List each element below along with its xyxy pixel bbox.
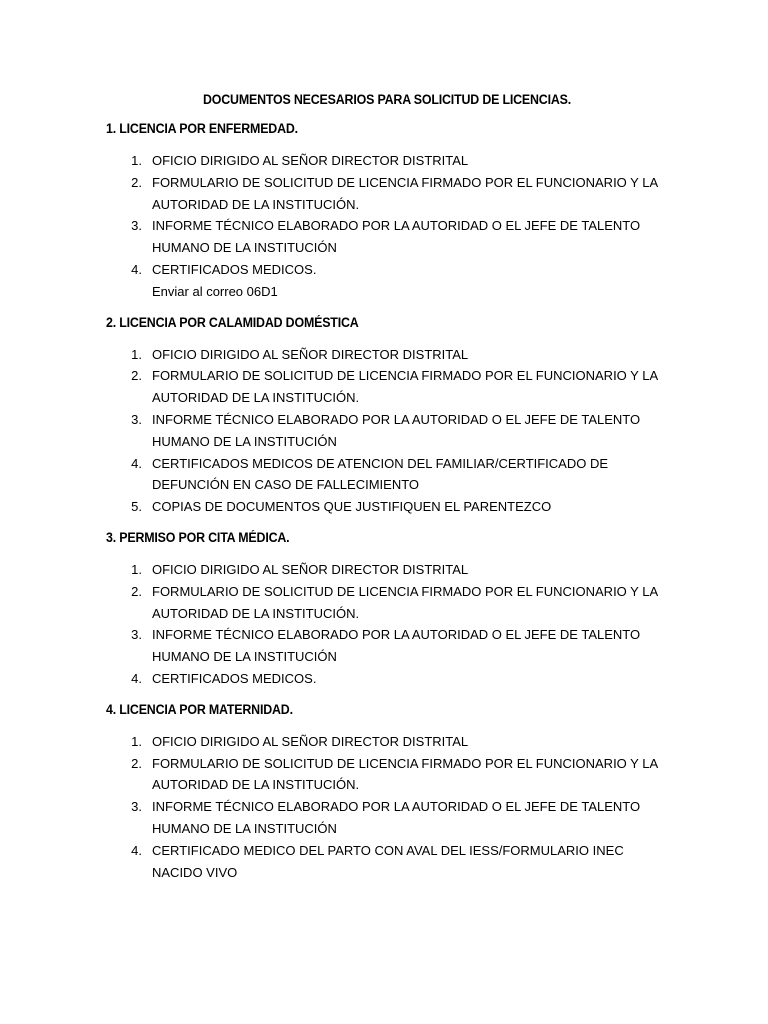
list-item bbox=[106, 150, 668, 172]
section-heading: 2. LICENCIA POR CALAMIDAD DOMÉSTICA bbox=[106, 314, 359, 330]
list-item bbox=[106, 796, 668, 840]
list-item-text: OFICIO DIRIGIDO AL SEÑOR DIRECTOR DISTRITAL bbox=[152, 561, 469, 577]
list-item bbox=[106, 172, 668, 216]
list-item bbox=[106, 215, 668, 259]
list-item-text: OFICIO DIRIGIDO AL SEÑOR DIRECTOR DISTRITAL bbox=[152, 346, 469, 362]
requirement-list bbox=[106, 559, 668, 690]
list-item-text: CERTIFICADOS MEDICOS. bbox=[152, 670, 317, 686]
list-item bbox=[106, 559, 668, 581]
document-title: DOCUMENTOS NECESARIOS PARA SOLICITUD DE LICENCIAS. bbox=[202, 92, 572, 107]
list-item-number: 1. bbox=[131, 733, 142, 749]
list-item-number: 2. bbox=[131, 368, 142, 384]
list-item-number: 2. bbox=[131, 755, 142, 771]
list-item-number: 3. bbox=[131, 627, 142, 643]
list-item bbox=[106, 259, 668, 281]
list-item-number: 5. bbox=[131, 499, 142, 515]
list-item-number: 3. bbox=[131, 218, 142, 234]
list-item bbox=[106, 624, 668, 668]
list-item-text: FORMULARIO DE SOLICITUD DE LICENCIA FIRMADO POR EL FUNCIONARIO Y LA AUTORIDAD DE LA INSTITUCIÓN. bbox=[152, 583, 658, 621]
sections-container bbox=[106, 121, 668, 883]
section-heading: 4. LICENCIA POR MATERNIDAD. bbox=[106, 701, 293, 717]
list-item-text: FORMULARIO DE SOLICITUD DE LICENCIA FIRMADO POR EL FUNCIONARIO Y LA AUTORIDAD DE LA INSTITUCIÓN. bbox=[152, 174, 658, 212]
list-item bbox=[106, 840, 668, 884]
list-item-text: OFICIO DIRIGIDO AL SEÑOR DIRECTOR DISTRITAL bbox=[152, 733, 469, 749]
section-note: Enviar al correo 06D1 bbox=[152, 283, 278, 299]
list-item-number: 3. bbox=[131, 411, 142, 427]
list-item bbox=[106, 496, 668, 518]
list-item-text: OFICIO DIRIGIDO AL SEÑOR DIRECTOR DISTRITAL bbox=[152, 153, 469, 168]
list-item-text: INFORME TÉCNICO ELABORADO POR LA AUTORIDAD O EL JEFE DE TALENTO HUMANO DE LA INSTITUCIÓN bbox=[152, 799, 641, 836]
requirement-list bbox=[106, 731, 668, 884]
list-item-number: 1. bbox=[131, 346, 142, 362]
list-item-text: INFORME TÉCNICO ELABORADO POR LA AUTORIDAD O EL JEFE DE TALENTO HUMANO DE LA INSTITUCIÓN bbox=[152, 218, 641, 256]
section-heading: 1. LICENCIA POR ENFERMEDAD. bbox=[106, 121, 298, 136]
list-item bbox=[106, 753, 668, 797]
list-item bbox=[106, 581, 668, 625]
list-item-text: FORMULARIO DE SOLICITUD DE LICENCIA FIRMADO POR EL FUNCIONARIO Y LA AUTORIDAD DE LA INSTITUCIÓN. bbox=[152, 368, 658, 406]
list-item bbox=[106, 731, 668, 753]
list-item-text: FORMULARIO DE SOLICITUD DE LICENCIA FIRMADO POR EL FUNCIONARIO Y LA AUTORIDAD DE LA INSTITUCIÓN. bbox=[152, 755, 658, 793]
list-item-number: 4. bbox=[131, 261, 142, 277]
requirement-list bbox=[106, 344, 668, 518]
list-item-text: COPIAS DE DOCUMENTOS QUE JUSTIFIQUEN EL PARENTEZCO bbox=[152, 499, 552, 515]
list-item-number: 4. bbox=[131, 842, 142, 858]
list-item-text: CERTIFICADOS MEDICOS. bbox=[152, 261, 317, 277]
list-item-number: 2. bbox=[131, 174, 142, 190]
list-item-number: 2. bbox=[131, 583, 142, 599]
list-item bbox=[106, 668, 668, 690]
list-item-text: INFORME TÉCNICO ELABORADO POR LA AUTORIDAD O EL JEFE DE TALENTO HUMANO DE LA INSTITUCIÓN bbox=[152, 627, 641, 665]
list-item-text: CERTIFICADO MEDICO DEL PARTO CON AVAL DEL IESS/FORMULARIO INEC NACIDO VIVO bbox=[152, 842, 624, 880]
list-item bbox=[106, 365, 668, 409]
list-item bbox=[106, 409, 668, 453]
list-item-number: 4. bbox=[131, 670, 142, 686]
list-item bbox=[106, 453, 668, 497]
list-item-text: CERTIFICADOS MEDICOS DE ATENCION DEL FAMILIAR/CERTIFICADO DE DEFUNCIÓN EN CASO DE FALLECIMIENTO bbox=[152, 455, 609, 493]
section-heading: 3. PERMISO POR CITA MÉDICA. bbox=[106, 529, 290, 545]
list-item bbox=[106, 344, 668, 366]
list-item-number: 3. bbox=[131, 799, 142, 815]
requirement-list bbox=[106, 150, 668, 281]
list-item-number: 1. bbox=[131, 561, 142, 577]
list-item-number: 1. bbox=[131, 153, 142, 168]
list-item-text: INFORME TÉCNICO ELABORADO POR LA AUTORIDAD O EL JEFE DE TALENTO HUMANO DE LA INSTITUCIÓN bbox=[152, 411, 641, 449]
list-item-number: 4. bbox=[131, 455, 142, 471]
